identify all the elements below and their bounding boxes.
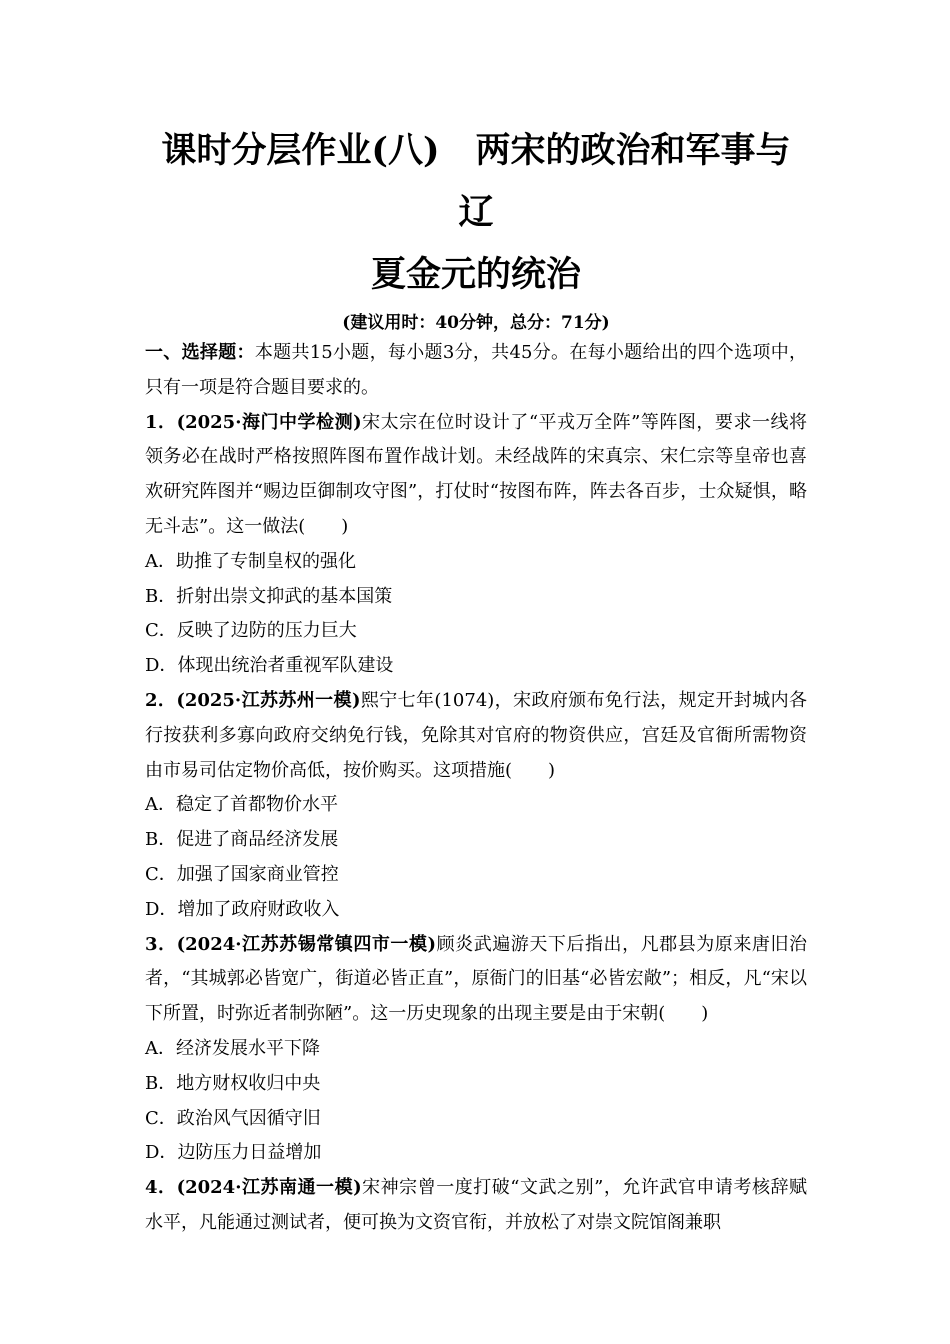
option-a[interactable] xyxy=(145,788,807,823)
option-letter: B． xyxy=(145,829,177,851)
question-number: 1． xyxy=(145,411,177,433)
option-text: 促进了商品经济发展 xyxy=(176,829,339,851)
option-letter: D． xyxy=(145,1142,178,1164)
question-text: 顾炎武遍游天下后指出，凡郡县为原来唐旧治者，“其城郭必皆宽广，街道必皆正直”，原衙门的旧基“必皆宏敞”；相反，凡“宋以下所置，时弥近者制弥陋”。这一历史现象的出现主要是由于宋朝( ) xyxy=(145,933,807,1025)
option-text: 增加了政府财政收入 xyxy=(177,898,340,920)
section-body: 本题共15小题，每小题3分，共45分。在每小题给出的四个选项中，只有一项是符合题目要求的。 xyxy=(145,342,807,398)
question-3 xyxy=(145,928,807,1172)
time-score-note: (建议用时：40分钟，总分：71分) xyxy=(342,313,610,333)
option-letter: C． xyxy=(145,863,177,885)
option-text: 稳定了首都物价水平 xyxy=(176,794,338,816)
option-text: 边防压力日益增加 xyxy=(177,1142,322,1164)
question-source: (2025·江苏苏州一模) xyxy=(176,689,361,711)
question-stem xyxy=(145,684,807,788)
question-2 xyxy=(145,684,807,928)
option-text: 折射出崇文抑武的基本国策 xyxy=(176,585,393,607)
question-number: 3． xyxy=(145,933,177,955)
section-instruction xyxy=(145,336,807,406)
question-stem xyxy=(145,406,807,545)
question-source: (2025·海门中学检测) xyxy=(176,411,362,433)
title-part-2: 两宋的政治和军事与辽 xyxy=(458,130,791,233)
option-b[interactable] xyxy=(145,1067,807,1102)
option-letter: A． xyxy=(145,1037,176,1059)
option-d[interactable] xyxy=(145,893,807,928)
page-title xyxy=(145,120,807,306)
question-stem xyxy=(145,928,807,1032)
question-number: 2． xyxy=(145,689,177,711)
question-source: (2024·江苏南通一模) xyxy=(176,1177,362,1199)
question-4 xyxy=(145,1171,807,1241)
option-b[interactable] xyxy=(145,823,807,858)
option-letter: A． xyxy=(145,550,176,572)
option-letter: D． xyxy=(145,898,178,920)
question-text: 宋神宗曾一度打破“文武之别”，允许武官申请考核辞赋水平，凡能通过测试者，便可换为文资官衔，并放松了对崇文院馆阁兼职 xyxy=(145,1177,808,1233)
option-text: 助推了专制皇权的强化 xyxy=(176,550,356,572)
section-heading: 一、选择题： xyxy=(145,342,255,363)
question-stem xyxy=(145,1171,807,1241)
option-text: 地方财权收归中央 xyxy=(176,1072,321,1094)
option-letter: A． xyxy=(145,794,176,816)
option-c[interactable] xyxy=(145,614,807,649)
option-text: 体现出统治者重视军队建设 xyxy=(177,655,394,677)
option-b[interactable] xyxy=(145,580,807,615)
option-letter: B． xyxy=(145,585,177,607)
title-part-1: 课时分层作业(八) xyxy=(161,130,440,171)
option-d[interactable] xyxy=(145,649,807,684)
option-text: 经济发展水平下降 xyxy=(176,1037,320,1059)
title-part-3: 夏金元的统治 xyxy=(370,254,581,295)
option-d[interactable] xyxy=(145,1136,807,1171)
option-text: 政治风气因循守旧 xyxy=(176,1107,321,1129)
option-letter: B． xyxy=(145,1072,177,1094)
option-letter: C． xyxy=(145,620,177,642)
option-text: 加强了国家商业管控 xyxy=(176,863,339,885)
question-source: (2024·江苏苏锡常镇四市一模) xyxy=(176,933,437,955)
option-c[interactable] xyxy=(145,858,807,893)
option-a[interactable] xyxy=(145,1032,807,1067)
question-text: 熙宁七年(1074)，宋政府颁布免行法，规定开封城内各行按获利多寡向政府交纳免行钱，免除其对官府的物资供应，宫廷及官衙所需物资由市易司估定物价高低，按价购买。这项措施( ) xyxy=(145,689,807,781)
option-letter: C． xyxy=(145,1107,177,1129)
question-text: 宋太宗在位时设计了“平戎万全阵”等阵图，要求一线将领务必在战时严格按照阵图布置作战计划。未经战阵的宋真宗、宋仁宗等皇帝也喜欢研究阵图并“赐边臣御制攻守图”，打仗时“按图布阵，阵去各百步，士众疑惧，略无斗志”。这一做法( ) xyxy=(145,411,808,537)
option-c[interactable] xyxy=(145,1102,807,1137)
option-letter: D． xyxy=(145,655,178,677)
option-text: 反映了边防的压力巨大 xyxy=(176,620,357,642)
document-content xyxy=(145,120,807,1241)
question-1 xyxy=(145,406,807,684)
option-a[interactable] xyxy=(145,545,807,580)
question-number: 4． xyxy=(145,1177,177,1199)
